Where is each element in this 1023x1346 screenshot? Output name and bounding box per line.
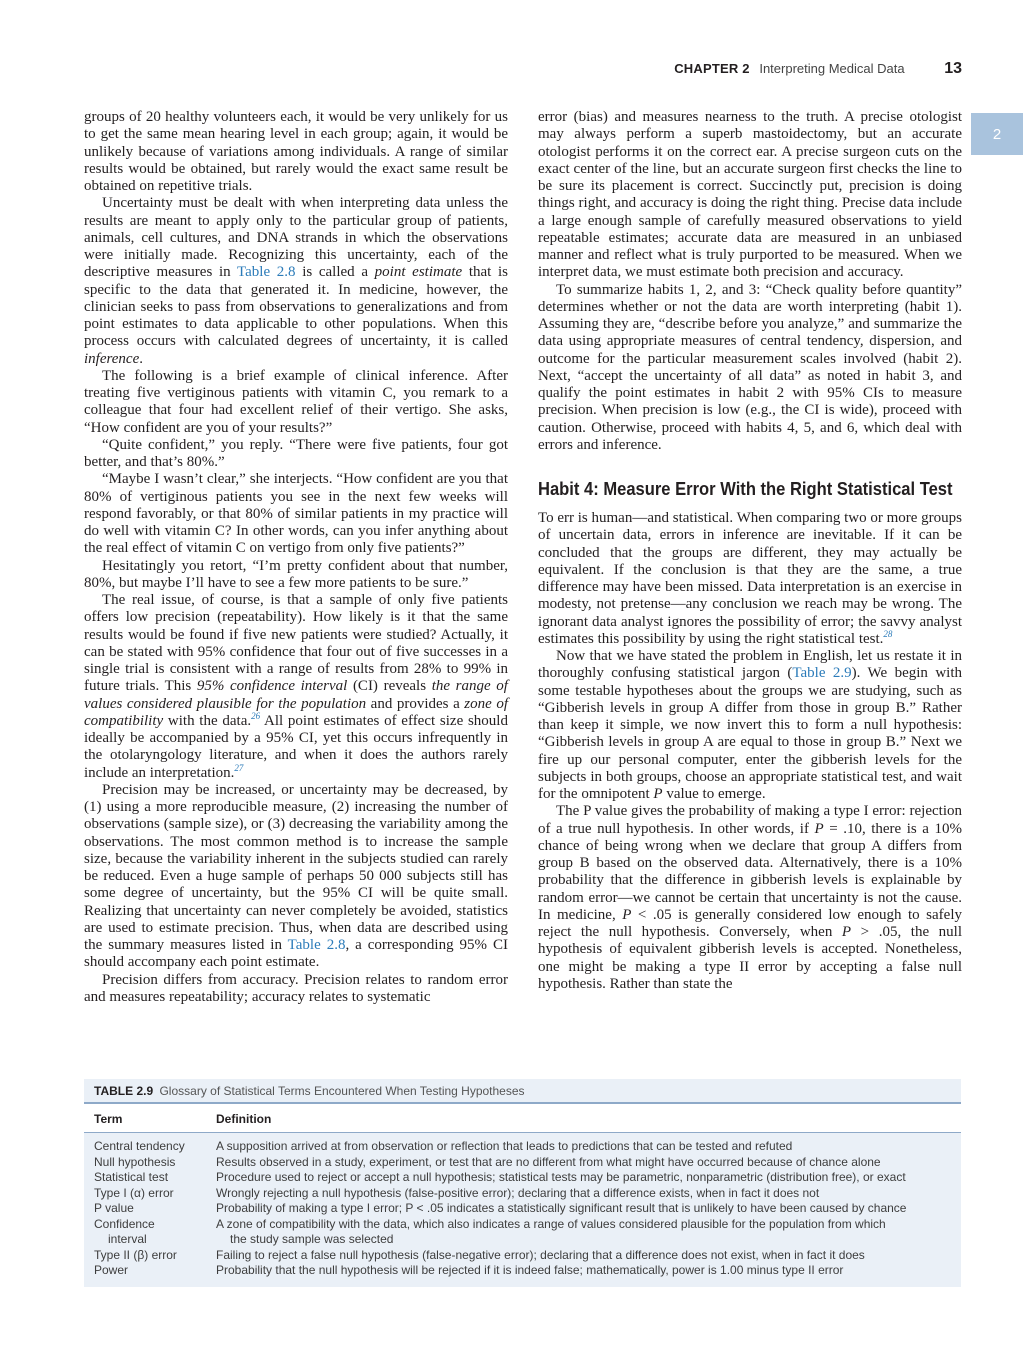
paragraph: “Maybe I wasn’t clear,” she interjects. “How confident are you that 80% of vertiginous patients you see in the next few weeks will respond favorably, or that 80% of similar patients in my practice will do well with vitamin C? In other words, can you infer anything about the real effect of vitamin C on vertigo from only five patients?” xyxy=(84,471,508,557)
table-row xyxy=(94,1155,951,1171)
table-row xyxy=(94,1201,951,1217)
term-cell: Type II (β) error xyxy=(94,1247,177,1262)
glossary-table xyxy=(84,1079,961,1287)
table-number: TABLE 2.9 xyxy=(94,1084,154,1098)
term-cell: Power xyxy=(94,1263,129,1277)
table-title: Glossary of Statistical Terms Encountered When Testing Hypotheses xyxy=(159,1084,525,1098)
chapter-label: CHAPTER 2 xyxy=(674,61,750,76)
table-header-row xyxy=(84,1104,961,1133)
chapter-tab: 2 xyxy=(971,113,1023,155)
paragraph: The P value gives the probability of making a type I error: rejection of a true null hypothesis. In other words, if P = .10, there is a 10% chance of being wrong when we declare that group A differs from group B based on the observed data. Alternatively, there is a 10% probability that the difference in gibberish levels is explainable by random error—we cannot be certain that uncertainty is not the cause. In medicine, P < .05 is generally considered low enough to safely reject the null hypothesis. Conversely, when P > .05, the null hypothesis of equivalent gibberish levels is accepted. Nonetheless, one might be making a type II error by accepting a false null hypothesis. Rather than state the xyxy=(538,803,963,992)
definition-cell: Procedure used to reject or accept a null hypothesis; statistical tests may be parametric, nonparametric (distribution free), or exact xyxy=(216,1170,906,1184)
paragraph: groups of 20 healthy volunteers each, it would be very unlikely for us to get the same mean hearing level in each group; again, it would be unlikely because of variations among individuals. A range of similar results would be obtained, but rarely would the exact same result be obtained on repetitive trials. xyxy=(84,109,508,194)
definition-cell: Probability of making a type I error; P < .05 indicates a statistically significant result that is unlikely to have been caused by chance xyxy=(216,1201,907,1215)
table-row xyxy=(94,1139,951,1155)
term-cell: Central tendency xyxy=(94,1139,185,1153)
term-cell: interval xyxy=(108,1232,147,1246)
paragraph: The real issue, of course, is that a sample of only five patients offers low precision (repeatability). How likely is it that the same results would be found if five new patients were studied? Actually, it can be stated with 95% confidence that four out of five successes in a single trial is consistent with a range of results from 28% to 99% in future trials. This 95% confidence interval (CI) reveals the range of values considered plausible for the population and provides a zone of compatibility with the data.$^{26}$ All point estimates of effect size should ideally be accompanied by a 95% CI, yet this occurs infrequently in the otolaryngology literature, and when it does the authors rarely include an interpretation.$^{27}$ xyxy=(84,592,508,781)
term-cell: Statistical test xyxy=(94,1170,169,1184)
column-header-term: Term xyxy=(94,1112,123,1126)
definition-cell: A supposition arrived at from observation or reflection that leads to predictions that can be tested and refuted xyxy=(216,1139,793,1153)
table-link[interactable]: Table 2.9 xyxy=(792,665,852,682)
term-cell: Type I (α) error xyxy=(94,1185,174,1200)
paragraph: Precision differs from accuracy. Precision relates to random error and measures repeatability; accuracy relates to systematic xyxy=(84,971,508,1005)
table-caption xyxy=(84,1079,961,1104)
table-row xyxy=(94,1263,951,1279)
term-cell: P value xyxy=(94,1201,134,1215)
paragraph: “Quite confident,” you reply. “There were five patients, four got better, and that’s 80%.” xyxy=(84,436,508,470)
paragraph: Precision may be increased, or uncertainty may be decreased, by (1) using a more reproducible measure, (2) increasing the number of observations (sample size), or (3) decreasing the variability among the observations. The most common method is to increase the sample size, because the variability inherent in the subjects studied can rarely be reduced. Even a huge sample of perhaps 50 000 subjects still has some degree of uncertainty, but the 95% CI will be quite small. Realizing that uncertainty can never completely be avoided, statistics are used to estimate precision. Thus, when data are described using the summary measures listed in Table 2.8, a corresponding 95% CI should accompany each point estimate. xyxy=(84,781,508,971)
table-row xyxy=(94,1248,951,1264)
paragraph: error (bias) and measures nearness to the truth. A precise otologist may always perform a superb mastoidectomy, but an accurate otologist performs it on the correct ear. A precise surgeon cuts on the exact center of the line, but an accurate surgeon first checks the line to be sure its placement is correct. Succinctly put, precision is doing things right, and accuracy is doing the right thing. Precise data include a large enough sample of carefully measured observations to yield repeatable estimates; accurate data are measured in an unbiased manner and reflect what is truly purported to be measured. When we interpret data, we must estimate both precision and accuracy. xyxy=(538,109,962,281)
chapter-title: Interpreting Medical Data xyxy=(759,61,905,76)
definition-cell: Failing to reject a false null hypothesis (false-negative error); declaring that a difference does not exist, when in fact it does xyxy=(216,1247,865,1262)
running-head xyxy=(500,60,962,78)
definition-cell: Results observed in a study, experiment, or test that are no different from what might have occurred because of chance alone xyxy=(216,1154,881,1169)
table-link[interactable]: Table 2.8 xyxy=(237,264,296,281)
definition-cell: the study sample was selected xyxy=(230,1232,394,1246)
paragraph: To err is human—and statistical. When comparing two or more groups of uncertain data, errors in inference are inevitable. If it can be concluded that the groups are different, they may actually be equivalent. If the conclusion is that they are the same, a true difference may have been missed. Data interpretation is an exercise in modesty, not pretense—any conclusion we reach may be wrong. The ignorant data analyst ignores the possibility of error; the savvy analyst estimates this possibility by using the right statistical test.$^{28}$ xyxy=(538,510,962,647)
reference-link[interactable]: 26 xyxy=(251,710,261,721)
table-row xyxy=(94,1232,951,1248)
paragraph: Hesitatingly you retort, “I’m pretty confident about that number, 80%, but maybe I’ll have to see a few more patients to be sure.” xyxy=(84,557,508,591)
section-heading: Habit 4: Measure Error With the Right Statistical Test xyxy=(538,479,953,499)
table-link[interactable]: Table 2.8 xyxy=(287,937,346,953)
table-row xyxy=(94,1217,951,1233)
term-cell: Confidence xyxy=(94,1216,155,1231)
definition-cell: Probability that the null hypothesis will be rejected if it is indeed false; mathematically, power is 1.00 minus type II error xyxy=(216,1263,844,1277)
paragraph: Uncertainty must be dealt with when interpreting data unless the results are meant to apply only to the particular group of patients, animals, cell cultures, and DNA strands in which the observations were initially made. Recognizing this uncertainty, each of the descriptive measures in Table 2.8 is called a point estimate that is specific to the data that generated it. In medicine, however, the clinician seeks to pass from observations to generalizations and from point estimates to data applicable to other populations. When this process occurs with calculated degrees of uncertainty, it is called inference. xyxy=(84,195,508,367)
paragraph: To summarize habits 1, 2, and 3: “Check quality before quantity” determines whether or not the data are worth interpreting (habit 1). Assuming they are, “describe before you analyze,” and summarize the data using appropriate measures of central tendency, dispersion, and outcome for the particular measurement scales involved (habit 2). Next, “accept the uncertainty of all data” as noted in habit 3, and qualify the point estimates in habit 2 with 95% CIs to measure precision. When precision is low (e.g., the CI is wide), proceed with caution. Otherwise, proceed with habits 4, 5, and 6, which deal with errors and inference. xyxy=(538,281,962,453)
paragraph: Now that we have stated the problem in English, let us restate it in thoroughly confusing statistical jargon (Table 2.9). We begin with some testable hypotheses about the groups we are studying, such as “Gibberish levels in group A differ from those in group B.” Rather than keep it simple, we now invert this to form a null hypothesis: “Gibberish levels in group A are equal to those in group B.” Next we fire up our personal computer, enter the gibberish levels for the subjects in both groups, choose an appropriate statistical test, and wait for the omnipotent P value to emerge. xyxy=(538,648,962,802)
table-body xyxy=(84,1133,961,1287)
right-column xyxy=(538,109,962,993)
column-header-definition: Definition xyxy=(216,1112,272,1126)
table-row xyxy=(94,1186,951,1202)
definition-cell: A zone of compatibility with the data, which also indicates a range of values considered plausible for the population from which xyxy=(216,1216,886,1231)
paragraph: The following is a brief example of clinical inference. After treating five vertiginous patients with vitamin C, you remark to a colleague that four had excellent relief of their vertigo. She asks, “How confident are you of your results?” xyxy=(84,367,508,436)
table-row xyxy=(94,1170,951,1186)
reference-link[interactable]: 27 xyxy=(234,762,244,773)
page-number: 13 xyxy=(944,60,962,77)
definition-cell: Wrongly rejecting a null hypothesis (false-positive error); declaring that a difference exists, when in fact it does not xyxy=(216,1185,820,1200)
reference-link[interactable]: 28 xyxy=(883,628,893,639)
left-column xyxy=(84,109,508,1006)
term-cell: Null hypothesis xyxy=(94,1154,176,1169)
